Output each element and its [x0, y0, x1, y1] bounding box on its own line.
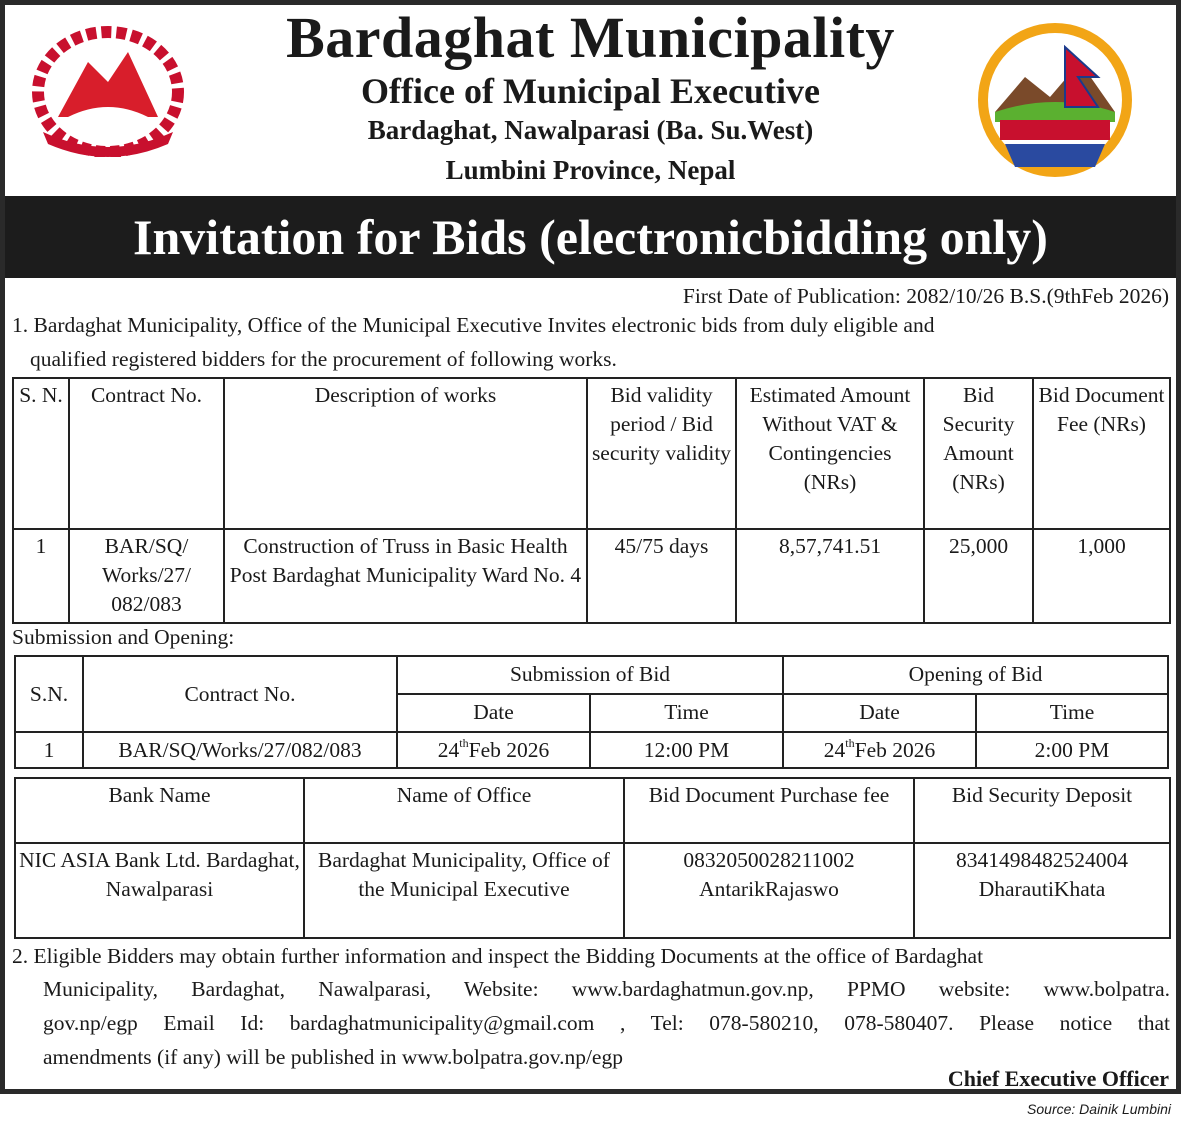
cell: 8,57,741.51 — [736, 529, 924, 623]
cell: 0832050028211002 AntarikRajaswo — [624, 843, 914, 938]
header-cell: Opening of Bid — [783, 656, 1168, 694]
month-year: Feb 2026 — [468, 738, 550, 762]
header-cell: Bid Document Purchase fee — [624, 778, 914, 843]
works-table — [12, 377, 1171, 624]
cell: BAR/SQ/ Works/27/ 082/083 — [69, 529, 224, 623]
opening-date-cell — [783, 732, 976, 768]
submission-label: Submission and Opening: — [12, 625, 235, 649]
office-name: Office of Municipal Executive — [361, 71, 820, 111]
submission-date-cell — [397, 732, 590, 768]
cell: 45/75 days — [587, 529, 736, 623]
header-cell: Time — [590, 694, 783, 732]
cell: 12:00 PM — [590, 732, 783, 768]
para2-line-1: 2. Eligible Bidders may obtain further information and inspect the Bidding Documents at the office of Bardaghat — [12, 944, 984, 968]
header-cell: Submission of Bid — [397, 656, 783, 694]
address: Bardaghat, Nawalparasi (Ba. Su.West) — [367, 115, 814, 145]
intro-line-1: 1. Bardaghat Municipality, Office of the Municipal Executive Invites electronic bids from duly eligible and — [12, 313, 935, 337]
table-header-row — [13, 378, 1170, 529]
cell: BAR/SQ/Works/27/082/083 — [83, 732, 397, 768]
notice-title: Invitation for Bids (electronicbidding only) — [5, 196, 1176, 278]
header-cell: Estimated Amount Without VAT & Contingencies (NRs) — [736, 378, 924, 529]
cell: 2:00 PM — [976, 732, 1168, 768]
cell: 1 — [13, 529, 69, 623]
table-header-row — [15, 778, 1170, 843]
header-cell: Bank Name — [15, 778, 304, 843]
cell: 8341498482524004 DharautiKhata — [914, 843, 1170, 938]
header-cell: S. N. — [13, 378, 69, 529]
day: 24 — [823, 738, 846, 762]
signatory: Chief Executive Officer — [947, 1066, 1169, 1091]
header-cell: Name of Office — [304, 778, 624, 843]
header-cell: Date — [397, 694, 590, 732]
cell: Bardaghat Municipality, Office of the Municipal Executive — [304, 843, 624, 938]
province: Lumbini Province, Nepal — [445, 155, 736, 185]
para2-line-3: gov.np/egp Email Id: bardaghatmunicipality@gmail.com , Tel: 078-580210, 078-580407. Please notice that — [43, 1011, 1170, 1035]
cell: 25,000 — [924, 529, 1033, 623]
day: 24 — [437, 738, 460, 762]
cell: NIC ASIA Bank Ltd. Bardaghat, Nawalparasi — [15, 843, 304, 938]
cell: Construction of Truss in Basic Health Post Bardaghat Municipality Ward No. 4 — [224, 529, 587, 623]
table-row — [13, 529, 1170, 623]
table-row — [15, 732, 1168, 768]
ordinal: th — [845, 736, 855, 750]
para2-line-4: amendments (if any) will be published in www.bolpatra.gov.np/egp — [43, 1045, 623, 1069]
municipality-name: Bardaghat Municipality — [286, 5, 895, 70]
bank-table — [14, 777, 1171, 939]
header-cell: Description of works — [224, 378, 587, 529]
schedule-table — [14, 655, 1169, 769]
cell: 1 — [15, 732, 83, 768]
cell: 1,000 — [1033, 529, 1170, 623]
header-cell: Bid Security Deposit — [914, 778, 1170, 843]
para2-line-2: Municipality, Bardaghat, Nawalparasi, Website: www.bardaghatmun.gov.np, PPMO website: www.bolpatra. — [43, 977, 1170, 1001]
ordinal: th — [459, 736, 469, 750]
header-cell: Contract No. — [69, 378, 224, 529]
publication-date: First Date of Publication: 2082/10/26 B.S.(9thFeb 2026) — [682, 284, 1169, 308]
header-cell: Bid Security Amount (NRs) — [924, 378, 1033, 529]
header-cell: Bid Document Fee (NRs) — [1033, 378, 1170, 529]
header-cell: S.N. — [15, 656, 83, 732]
header-cell: Date — [783, 694, 976, 732]
month-year: Feb 2026 — [854, 738, 936, 762]
header-cell: Bid validity period / Bid security validity — [587, 378, 736, 529]
intro-line-2: qualified registered bidders for the procurement of following works. — [30, 347, 617, 371]
header-cell: Time — [976, 694, 1168, 732]
header-cell: Contract No. — [83, 656, 397, 732]
source-credit: Source: Dainik Lumbini — [1027, 1101, 1171, 1117]
table-row — [15, 843, 1170, 938]
